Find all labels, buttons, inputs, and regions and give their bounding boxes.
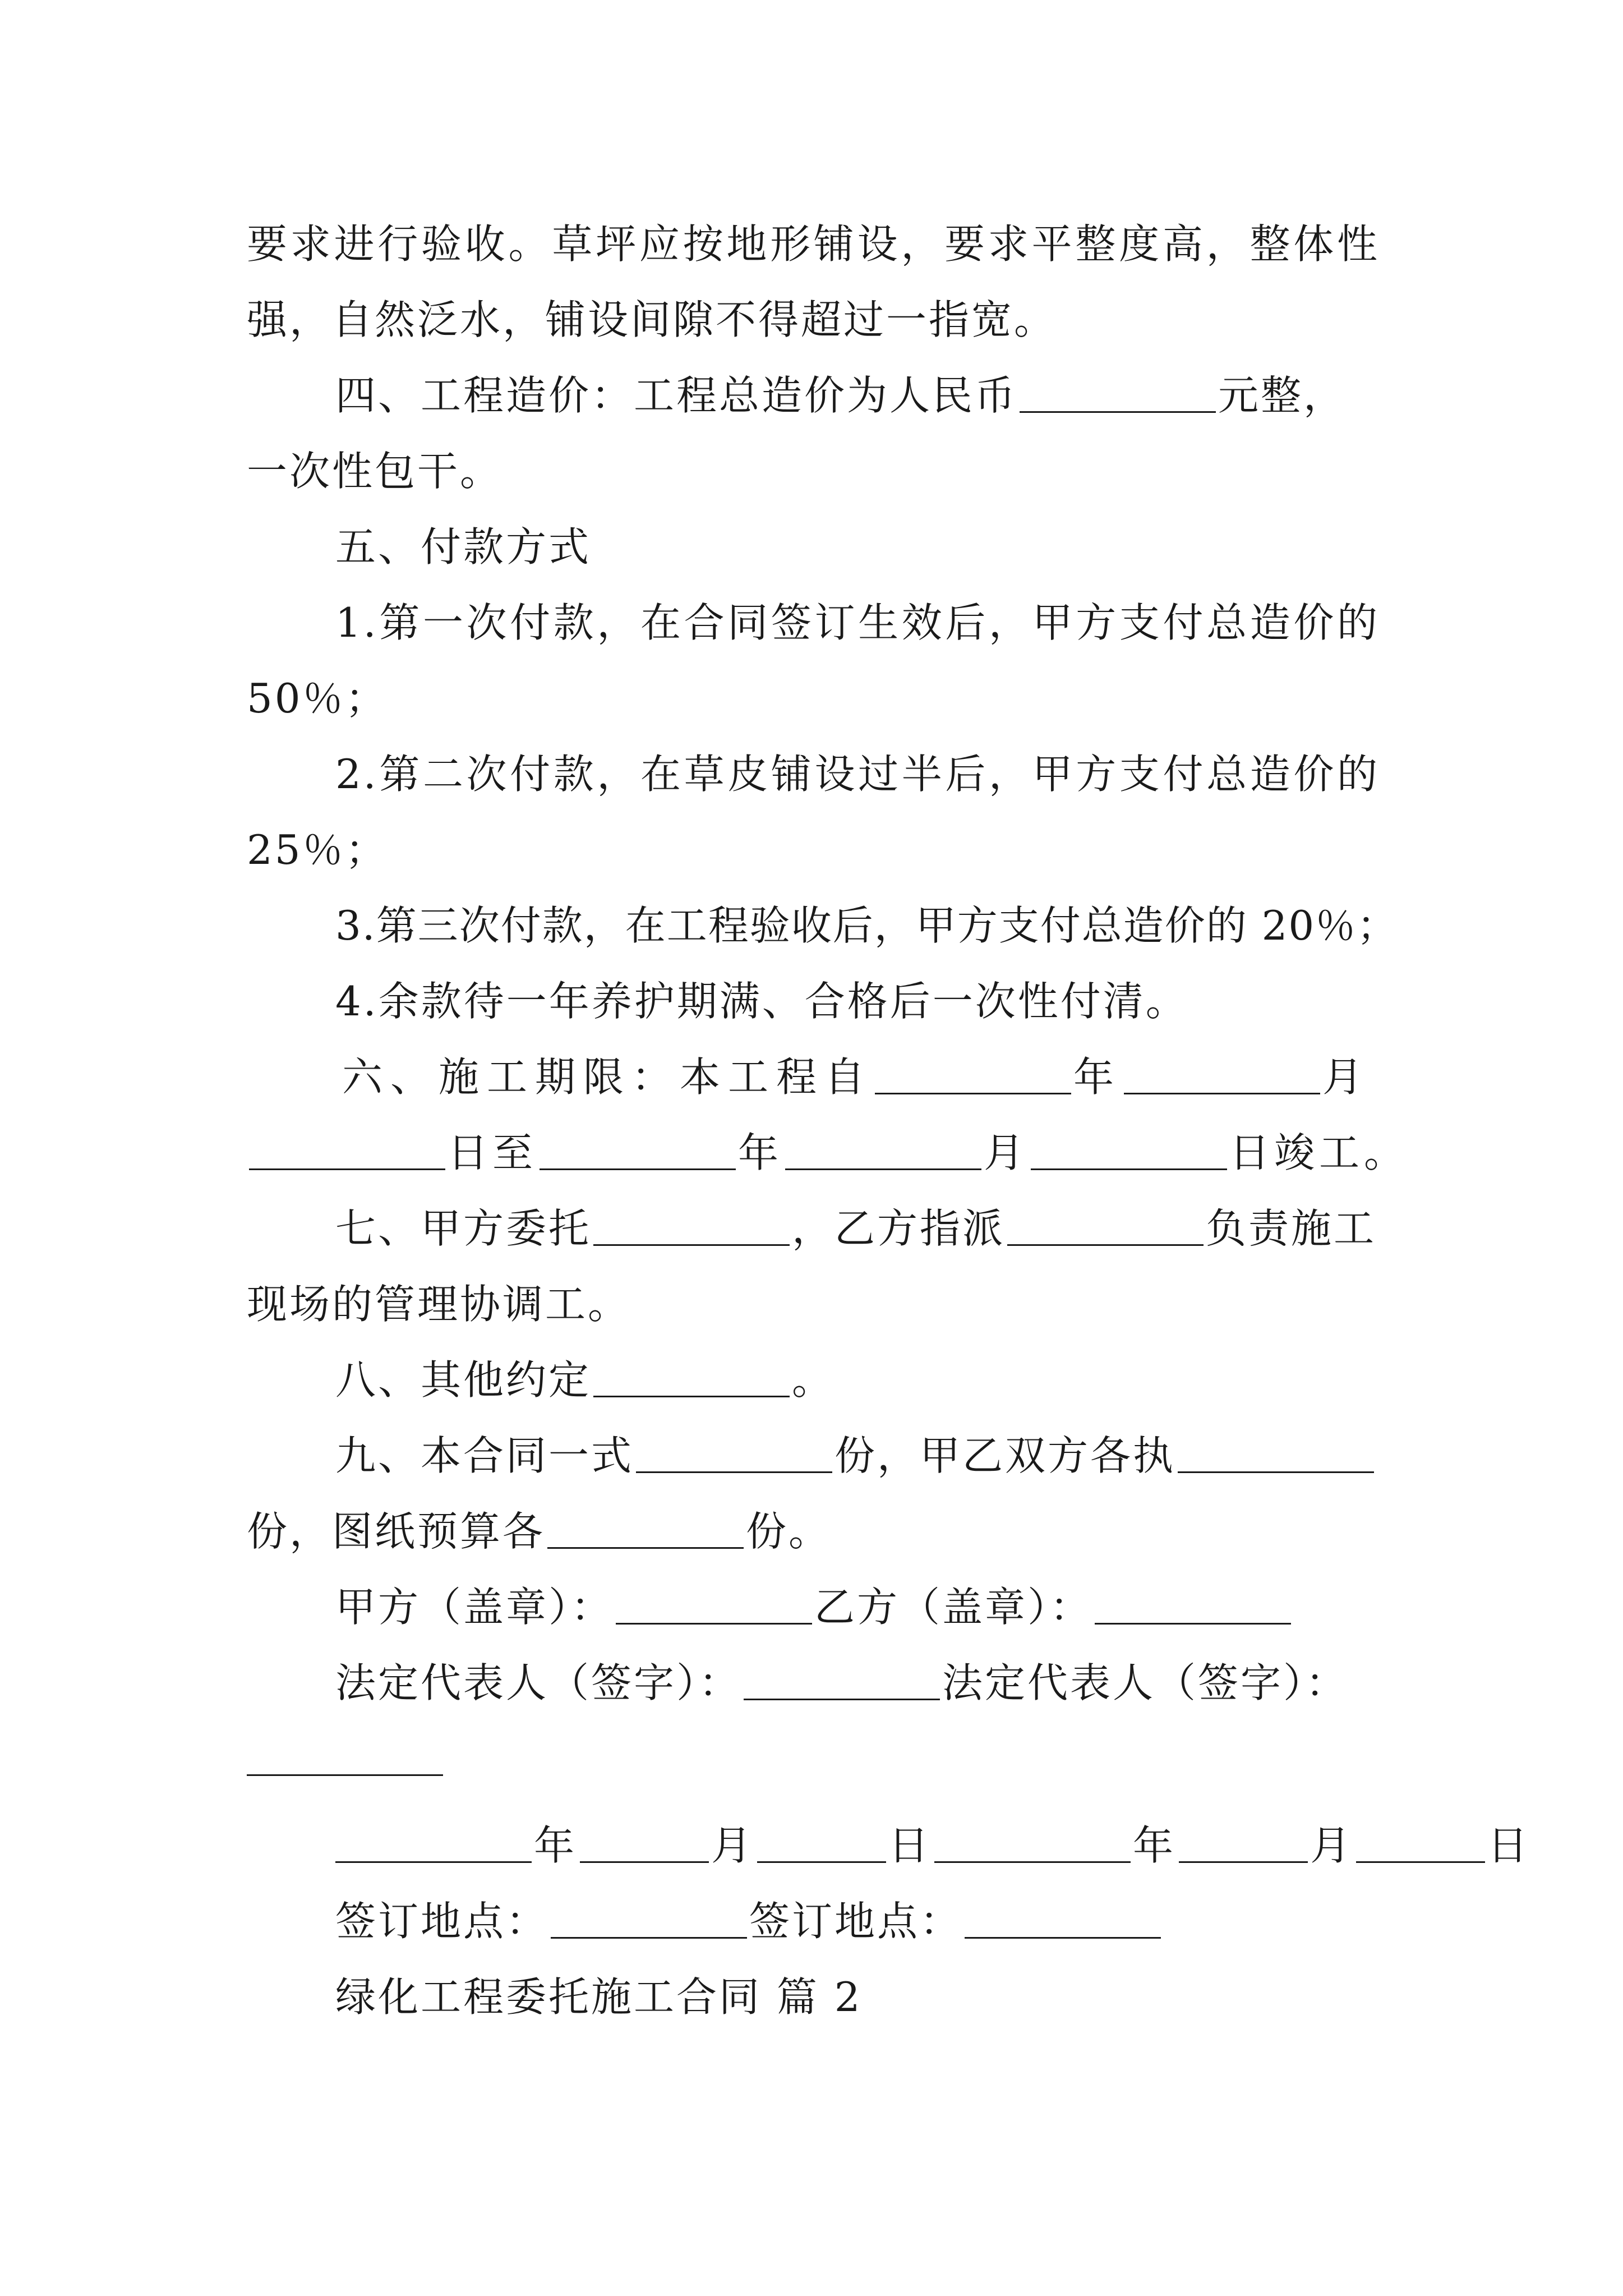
clause-8-line	[335, 1352, 834, 1408]
paragraph-line	[247, 1276, 630, 1332]
party-b-rep-label: 法定代表人（签字）：	[942, 1659, 1349, 1706]
party-b-assign-label: ，乙方指派	[792, 1205, 1006, 1252]
party-b-year-blank[interactable]	[934, 1824, 1131, 1863]
payment-1-percent-text: 50％；	[247, 675, 388, 722]
payment-2-percent	[247, 822, 388, 878]
clause-9-line	[335, 1428, 1376, 1484]
completion-label: 日竣工。	[1229, 1129, 1409, 1176]
payment-1-line	[335, 595, 1380, 651]
party-b-seal-blank[interactable]	[1095, 1586, 1291, 1625]
clause-8-label: 八、其他约定	[335, 1356, 592, 1404]
party-b-delegate-blank[interactable]	[1007, 1207, 1204, 1246]
month-label: 月	[1322, 1053, 1371, 1101]
payment-2-text: 2.第二次付款，在草皮铺设过半后，甲方支付总造价的	[335, 751, 1380, 798]
party-a-seal-blank[interactable]	[616, 1586, 812, 1625]
end-year-blank[interactable]	[540, 1131, 736, 1170]
clause-6-line	[342, 1049, 1371, 1105]
site-coordination-text: 现场的管理协调工。	[247, 1281, 631, 1328]
day-label: 日	[888, 1822, 933, 1869]
clause-9-label: 九、本合同一式	[335, 1432, 634, 1479]
party-a-rep-label: 法定代表人（签字）：	[335, 1659, 742, 1706]
year-label: 年	[1073, 1053, 1122, 1101]
text-natural-drainage: 强，自然泛水，铺设间隙不得超过一指宽。	[247, 296, 1057, 343]
payment-3-text: 3.第三次付款，在工程验收后，甲方支付总造价的 20％；	[335, 902, 1399, 949]
paragraph-line	[247, 216, 1380, 272]
month-label: 月	[984, 1129, 1029, 1176]
party-a-day-blank[interactable]	[757, 1824, 886, 1863]
each-party-label: 份，甲乙双方各执	[834, 1432, 1176, 1479]
clause-5-heading	[335, 519, 591, 575]
paragraph-line	[247, 443, 502, 499]
clause-7-line	[335, 1200, 1376, 1257]
text-acceptance-requirements: 要求进行验收。草坪应按地形铺设，要求平整度高，整体性	[247, 220, 1380, 268]
total-price-blank[interactable]	[1020, 374, 1216, 413]
party-a-delegate-blank[interactable]	[593, 1207, 790, 1246]
day-label: 日	[1487, 1822, 1532, 1869]
party-b-place-label: 签订地点：	[749, 1898, 963, 1945]
payment-4-line	[335, 973, 1188, 1029]
clause-6-label: 六、施工期限：本工程自	[342, 1053, 873, 1101]
party-a-month-blank[interactable]	[580, 1824, 709, 1863]
payment-2-line	[335, 746, 1380, 802]
payment-1-text: 1.第一次付款，在合同签订生效后，甲方支付总造价的	[335, 599, 1380, 646]
year-label: 年	[738, 1129, 783, 1176]
signature-cont-line	[247, 1731, 445, 1787]
payment-1-percent	[247, 670, 388, 726]
drawings-budget-label: 份，图纸预算各	[247, 1508, 546, 1555]
clause-4-label: 四、工程造价：工程总造价为人民币	[335, 372, 1018, 419]
clause-4-line	[335, 367, 1346, 424]
party-a-place-label: 签订地点：	[335, 1898, 549, 1945]
signature-line	[335, 1655, 1348, 1711]
next-section-title-line	[335, 1969, 863, 2025]
other-terms-blank[interactable]	[593, 1359, 790, 1397]
end-month-blank[interactable]	[785, 1131, 981, 1170]
copies-total-blank[interactable]	[636, 1434, 832, 1473]
party-a-rep-blank[interactable]	[744, 1662, 940, 1700]
party-a-year-blank[interactable]	[335, 1824, 532, 1863]
party-b-seal-label: 乙方（盖章）：	[814, 1584, 1093, 1631]
party-b-day-blank[interactable]	[1356, 1824, 1485, 1863]
responsible-label: 负责施工	[1206, 1205, 1377, 1252]
payment-3-line	[335, 898, 1398, 954]
clause-9-cont-line	[247, 1503, 831, 1559]
party-a-place-blank[interactable]	[551, 1900, 747, 1939]
party-b-rep-blank[interactable]	[247, 1737, 443, 1776]
party-a-seal-label: 甲方（盖章）：	[335, 1584, 614, 1631]
text-lump-sum: 一次性包干。	[247, 448, 503, 495]
drawings-copies-blank[interactable]	[547, 1510, 744, 1549]
month-label: 月	[1310, 1822, 1354, 1869]
clause-8-suffix: 。	[792, 1356, 835, 1404]
payment-method-heading: 五、付款方式	[335, 523, 592, 570]
party-b-place-blank[interactable]	[965, 1900, 1161, 1939]
seal-line	[335, 1579, 1293, 1635]
day-to-label: 日至	[448, 1129, 538, 1176]
paragraph-line	[247, 292, 1057, 348]
month-label: 月	[711, 1822, 755, 1869]
clause-6-cont-line	[247, 1125, 1409, 1181]
signing-place-line	[335, 1893, 1163, 1949]
payment-4-text: 4.余款待一年养护期满、合格后一次性付清。	[335, 978, 1188, 1025]
year-label: 年	[1133, 1822, 1177, 1869]
year-label: 年	[534, 1822, 578, 1869]
start-day-blank[interactable]	[249, 1131, 445, 1170]
clause-4-suffix: 元整，	[1218, 372, 1347, 419]
section-2-title: 绿化工程委托施工合同 篇 2	[335, 1973, 863, 2021]
copies-suffix: 份。	[746, 1508, 832, 1555]
clause-7-label: 七、甲方委托	[335, 1205, 592, 1252]
copies-each-blank[interactable]	[1178, 1434, 1374, 1473]
start-month-blank[interactable]	[1124, 1056, 1320, 1094]
end-day-blank[interactable]	[1031, 1131, 1227, 1170]
payment-2-percent-text: 25％；	[247, 826, 388, 873]
start-year-blank[interactable]	[875, 1056, 1071, 1094]
party-b-month-blank[interactable]	[1179, 1824, 1308, 1863]
date-line	[335, 1818, 1531, 1874]
